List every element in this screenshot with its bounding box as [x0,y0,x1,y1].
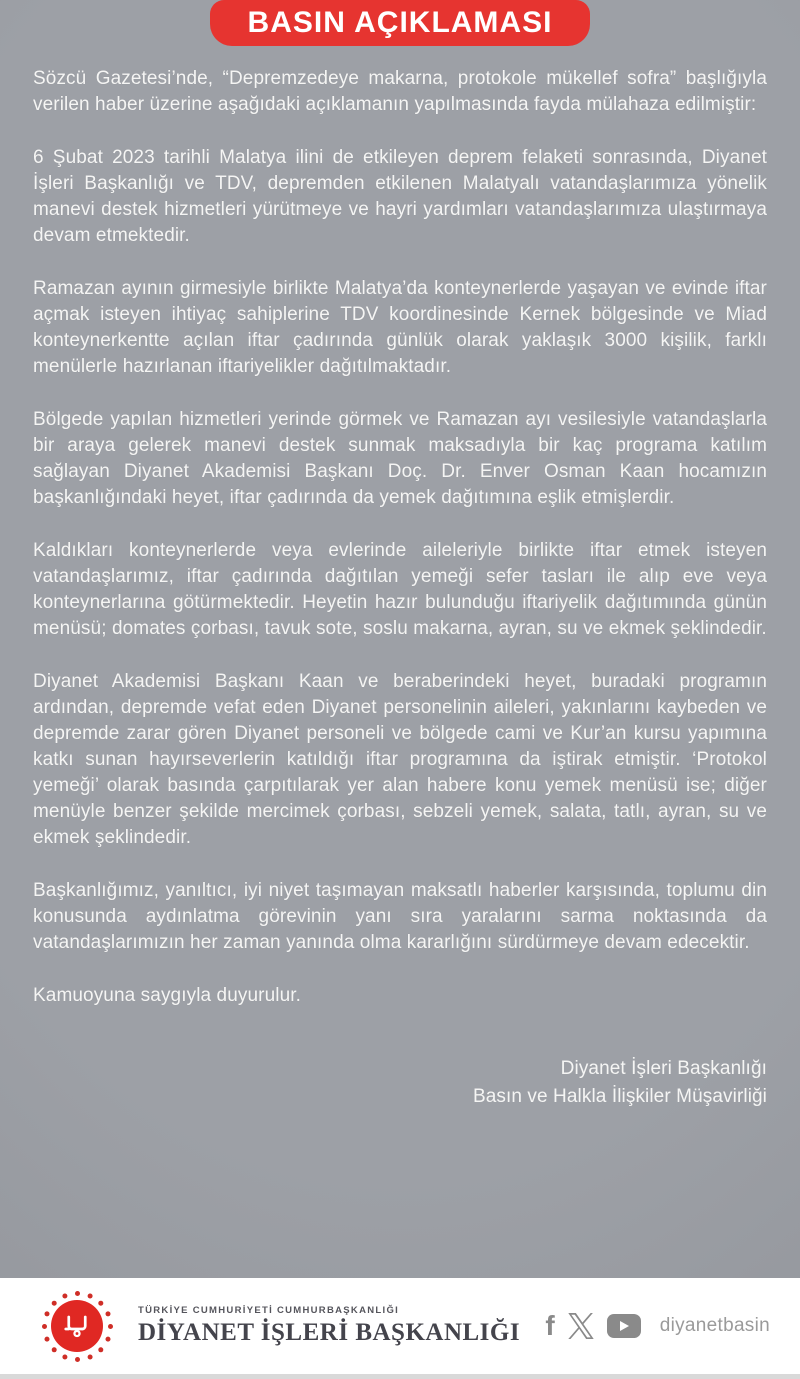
x-twitter-icon [568,1313,594,1339]
page-title: BASIN AÇIKLAMASI [247,6,553,39]
paragraph: Sözcü Gazetesi’nde, “Depremzedeye makarna, protokole mükellef sofra” başlığıyla verilen haber üzerine aşağıdaki açıklamanın yapılmasında fayda mülahaza edilmiştir: [33,68,767,115]
logo-red-disc [51,1300,103,1352]
org-name-block [138,1305,545,1347]
paragraph: 6 Şubat 2023 tarihli Malatya ilini de etkileyen deprem felaketi sonrasında, Diyanet İşleri Başkanlığı ve TDV, depremden etkilenen Malatyalı vatandaşlarımıza yönelik manevi destek hizmetleri yürütmeye ve hayri yardımları vatandaşlarımıza ulaştırmaya devam etmektedir. [33,147,767,246]
press-release-banner [210,0,590,46]
youtube-play-triangle [620,1321,629,1331]
signature-org: Diyanet İşleri Başkanlığı [560,1058,767,1079]
paragraph: Bölgede yapılan hizmetleri yerinde görmek ve Ramazan ayı vesilesiyle vatandaşlarla bir araya gelerek manevi destek sunmak maksadıyla bir kaç programa katılım sağlayan Diyanet Akademisi Başkanı Doç. Dr. Enver Osman Kaan hocamızın başkanlığındaki heyet, iftar çadırında da yemek dağıtımına eşlik etmişlerdir. [33,409,767,508]
paragraph: Diyanet Akademisi Başkanı Kaan ve beraberindeki heyet, buradaki programın ardından, depremde vefat eden Diyanet personelinin aileleri, yakınlarını kaybeden ve depremde zarar gören Diyanet personeli ve bölgede cami ve Kur’an kursu yapımına katkı sunan hayırseverlerin katıldığı iftar programına da iştirak etmiştir. ‘Protokol yemeği’ olarak basında çarpıtılarak yer alan habere konu yemek menüsü ise; diğer menüyle benzer şekilde mercimek çorbası, sebzeli yemek, salata, tatlı, ayran, su ve ekmek şeklindedir. [33,671,767,848]
closing-line: Kamuoyuna saygıyla duyurulur. [33,985,301,1006]
org-large-title: DİYANET İŞLERİ BAŞKANLIĞI [138,1319,521,1346]
diyanet-logo-icon [40,1289,114,1363]
paragraph: Ramazan ayının girmesiyle birlikte Malatya’da konteynerlerde yaşayan ve evinde iftar açmak isteyen ihtiyaç sahiplerine TDV koordinesinde Kernek bölgesinde ve Miad konteynerkentte açılan iftar çadırında günlük olarak yaklaşık 3000 kişilik, farklı menülerle hazırlanan iftariyelikler dağıtılmaktadır. [33,278,767,377]
bottom-edge-strip [0,1374,800,1379]
paragraph: Başkanlığımız, yanıltıcı, iyi niyet taşımayan maksatlı haberler karşısında, toplumu din konusunda aydınlatma görevinin yanı sıra yaralarını sarma noktasında da vatandaşlarımızın her zaman yanında olma kararlığını sürdürmeye devam edecektir. [33,880,767,953]
paragraph: Kaldıkları konteynerlerde veya evlerinde aileleriyle birlikte iftar etmek isteyen vatandaşlarımız, iftar çadırında dağıtılan yemeği sefer tasları ile alıp eve veya konteynerlarına götürmektedir. Heyetin hazır bulunduğu iftariyelik dağıtımında günün menüsü; domates çorbası, tavuk sote, soslu makarna, ayran, su ve ekmek şeklindedir. [33,540,767,639]
signature-dept: Basın ve Halkla İlişkiler Müşavirliği [472,1086,767,1107]
youtube-icon [607,1314,641,1338]
social-handle: diyanetbasin [659,1315,770,1336]
footer-bar [0,1278,800,1374]
org-small-title: TÜRKİYE CUMHURİYETİ CUMHURBAŞKANLIĞI [138,1305,400,1316]
social-links [545,1312,770,1340]
signature-block [33,1055,767,1111]
logo-calligraphy-icon [59,1308,95,1344]
facebook-icon: f [545,1310,555,1341]
